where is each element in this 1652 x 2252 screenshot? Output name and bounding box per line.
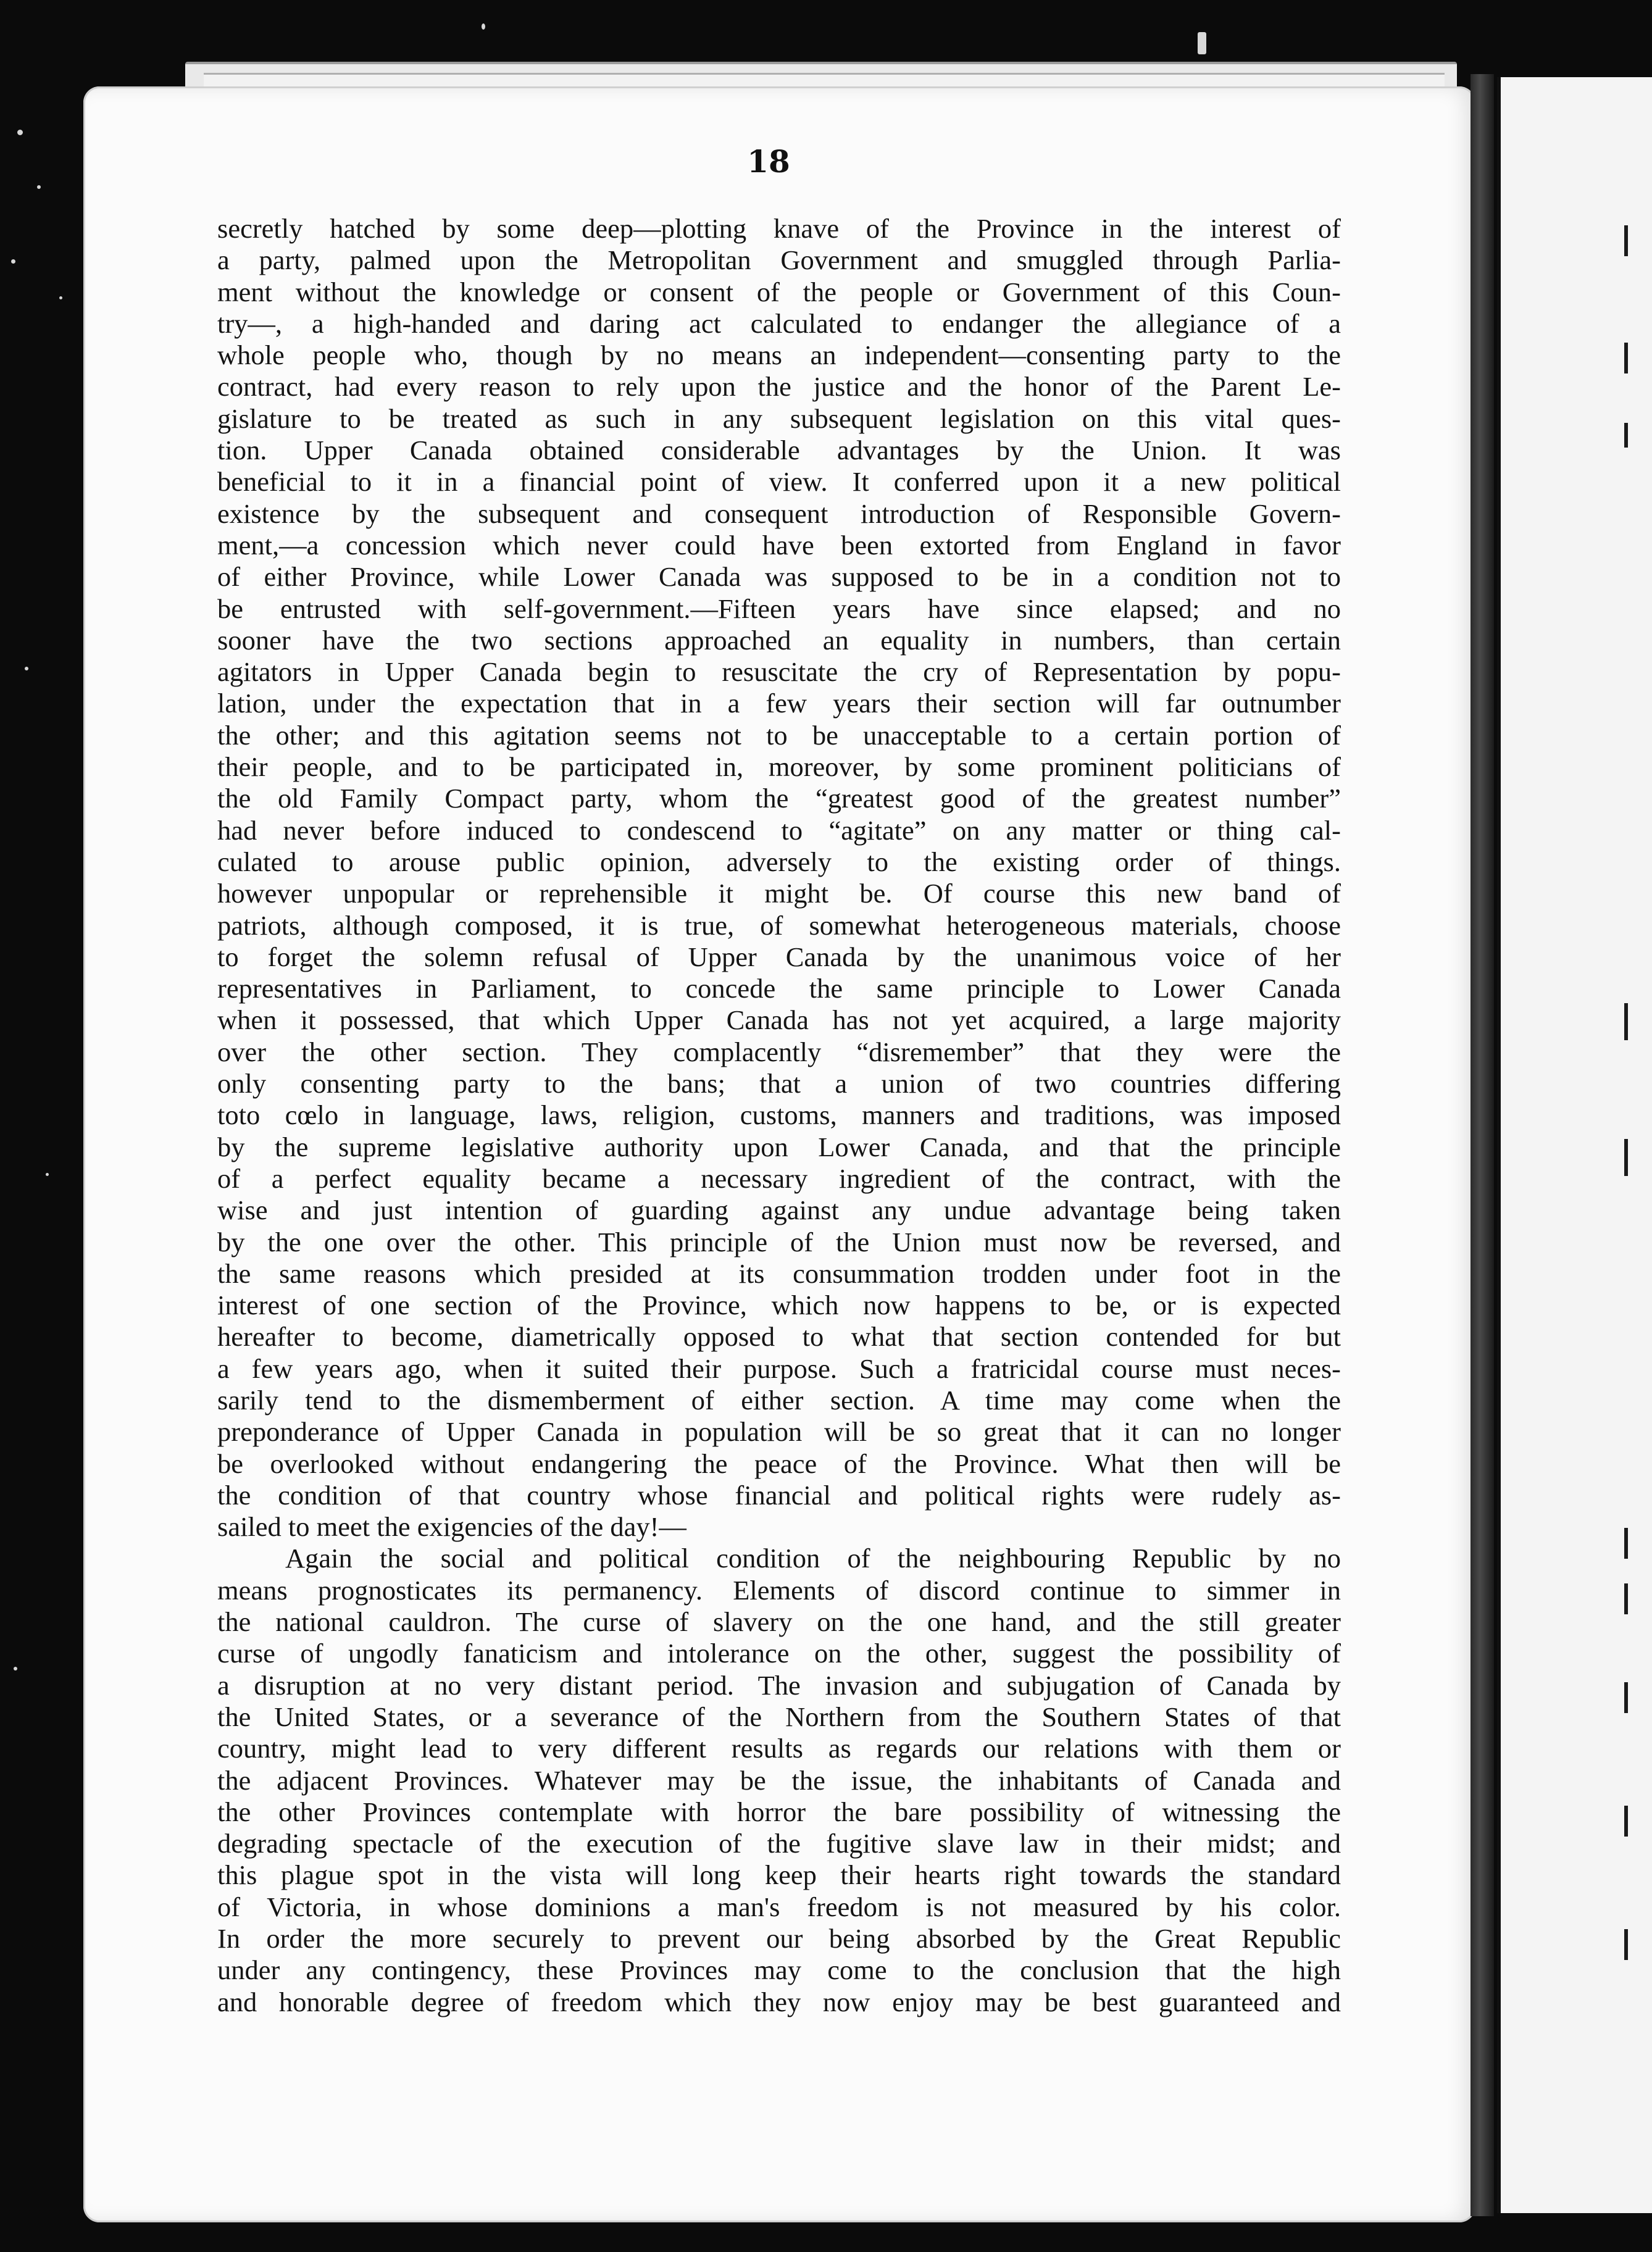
text-line: country, might lead to very different results as regards our relations with them or xyxy=(217,1733,1341,1764)
text-line: over the other section. They complacently “disremember” that they were the xyxy=(217,1036,1341,1067)
facing-page-mark xyxy=(1624,343,1628,373)
text-line: a disruption at no very distant period. The invasion and subjugation of Canada by xyxy=(217,1669,1341,1701)
scan-speck xyxy=(17,130,23,135)
text-line: representatives in Parliament, to concede the same principle to Lower Canada xyxy=(217,973,1341,1004)
text-line: under any contingency, these Provinces may come to the conclusion that the high xyxy=(217,1954,1341,1986)
facing-page-mark xyxy=(1624,1583,1628,1614)
text-line: hereafter to become, diametrically opposed to what that section contended for but xyxy=(217,1321,1341,1353)
facing-page-mark xyxy=(1624,225,1628,256)
text-line: means prognosticates its permanency. Elements of discord continue to simmer in xyxy=(217,1574,1341,1606)
text-body xyxy=(217,213,1341,2018)
text-line: by the supreme legislative authority upon Lower Canada, and that the principle xyxy=(217,1131,1341,1162)
text-line: preponderance of Upper Canada in population will be so great that it can no longer xyxy=(217,1416,1341,1448)
text-line: of Victoria, in whose dominions a man's freedom is not measured by his color. xyxy=(217,1891,1341,1922)
text-line: the other; and this agitation seems not to be unacceptable to a certain portion of xyxy=(217,719,1341,751)
text-line: only consenting party to the bans; that a union of two countries differing xyxy=(217,1068,1341,1099)
text-line: the condition of that country whose financial and political rights were rudely as- xyxy=(217,1479,1341,1511)
text-line: a party, palmed upon the Metropolitan Government and smuggled through Parlia- xyxy=(217,244,1341,276)
paragraph xyxy=(217,1543,1341,2017)
text-line: wise and just intention of guarding against any undue advantage being taken xyxy=(217,1195,1341,1226)
text-line: sarily tend to the dismemberment of either section. A time may come when the xyxy=(217,1384,1341,1416)
scan-speck xyxy=(1198,32,1206,54)
facing-page xyxy=(1497,77,1652,2213)
text-line: toto cœlo in language, laws, religion, customs, manners and traditions, was imposed xyxy=(217,1099,1341,1131)
facing-page-mark xyxy=(1624,1528,1628,1559)
text-line: tion. Upper Canada obtained considerable advantages by the Union. It was xyxy=(217,435,1341,466)
text-line: gislature to be treated as such in any subsequent legislation on this vital ques- xyxy=(217,402,1341,434)
scan-speck xyxy=(25,667,28,670)
text-line: to forget the solemn refusal of Upper Canada by the unanimous voice of her xyxy=(217,941,1341,972)
text-line: ment,—a concession which never could have been extorted from England in favor xyxy=(217,529,1341,561)
text-line: Again the social and political condition of the neighbouring Republic by no xyxy=(285,1543,1341,1574)
text-line: be overlooked without endangering the peace of the Province. What then will be xyxy=(217,1448,1341,1479)
text-line: In order the more securely to prevent our being absorbed by the Great Republic xyxy=(217,1923,1341,1954)
text-line: whole people who, though by no means an independent—consenting party to the xyxy=(217,340,1341,371)
text-line: the same reasons which presided at its consummation trodden under foot in the xyxy=(217,1257,1341,1289)
scan-speck xyxy=(46,1173,49,1176)
book-binding-shadow xyxy=(1471,74,1494,2216)
text-line: agitators in Upper Canada begin to resuscitate the cry of Representation by popu- xyxy=(217,656,1341,688)
scan-speck xyxy=(37,185,41,189)
facing-page-mark xyxy=(1624,1139,1628,1176)
text-line: sooner have the two sections approached an equality in numbers, than certain xyxy=(217,624,1341,656)
text-line: the old Family Compact party, whom the “greatest good of the greatest number” xyxy=(217,783,1341,814)
text-line: secretly hatched by some deep—plotting knave of the Province in the interest of xyxy=(217,213,1341,244)
text-line: culated to arouse public opinion, adversely to the existing order of things. xyxy=(217,846,1341,877)
text-line: however unpopular or reprehensible it might be. Of course this new band of xyxy=(217,878,1341,909)
facing-page-mark xyxy=(1624,423,1628,448)
text-line: when it possessed, that which Upper Canada has not yet acquired, a large majority xyxy=(217,1004,1341,1036)
text-line: beneficial to it in a financial point of view. It conferred upon it a new political xyxy=(217,466,1341,498)
scan-speck xyxy=(11,259,15,264)
text-line: the adjacent Provinces. Whatever may be the issue, the inhabitants of Canada and xyxy=(217,1764,1341,1796)
text-line: the other Provinces contemplate with horror the bare possibility of witnessing the xyxy=(217,1796,1341,1827)
text-line: and honorable degree of freedom which they now enjoy may be best guaranteed and xyxy=(217,1986,1341,2017)
scan-speck xyxy=(59,296,62,299)
text-line: their people, and to be participated in, moreover, by some prominent politicians of xyxy=(217,751,1341,783)
text-line: interest of one section of the Province, which now happens to be, or is expected xyxy=(217,1290,1341,1321)
scan-speck xyxy=(482,23,485,30)
text-line: had never before induced to condescend to “agitate” on any matter or thing cal- xyxy=(217,814,1341,846)
text-line: degrading spectacle of the execution of the fugitive slave law in their midst; and xyxy=(217,1828,1341,1859)
text-line: sailed to meet the exigencies of the day!— xyxy=(217,1511,686,1543)
text-line: by the one over the other. This principle of the Union must now be reversed, and xyxy=(217,1226,1341,1257)
text-line: patriots, although composed, it is true, of somewhat heterogeneous materials, choose xyxy=(217,909,1341,941)
text-line: lation, under the expectation that in a few years their section will far outnumber xyxy=(217,688,1341,719)
scan-speck xyxy=(14,1667,17,1670)
facing-page-mark xyxy=(1624,1682,1628,1713)
text-line: ment without the knowledge or consent of the people or Government of this Coun- xyxy=(217,276,1341,307)
text-line: contract, had every reason to rely upon the justice and the honor of the Parent Le- xyxy=(217,371,1341,402)
text-line: a few years ago, when it suited their purpose. Such a fratricidal course must neces- xyxy=(217,1353,1341,1384)
text-line: this plague spot in the vista will long keep their hearts right towards the standard xyxy=(217,1859,1341,1891)
page-number: 18 xyxy=(747,143,790,180)
facing-page-mark xyxy=(1624,1806,1628,1837)
facing-page-mark xyxy=(1624,1003,1628,1040)
text-line: curse of ungodly fanaticism and intolerance on the other, suggest the possibility of xyxy=(217,1638,1341,1669)
facing-page-mark xyxy=(1624,1929,1628,1960)
text-line: the national cauldron. The curse of slavery on the one hand, and the still greater xyxy=(217,1606,1341,1638)
text-line: the United States, or a severance of the Northern from the Southern States of that xyxy=(217,1701,1341,1732)
paragraph xyxy=(217,213,1341,1543)
text-line: be entrusted with self-government.—Fifteen years have since elapsed; and no xyxy=(217,593,1341,624)
text-line: of either Province, while Lower Canada was supposed to be in a condition not to xyxy=(217,561,1341,593)
text-line: of a perfect equality became a necessary ingredient of the contract, with the xyxy=(217,1162,1341,1194)
text-line: try—, a high-handed and daring act calculated to endanger the allegiance of a xyxy=(217,307,1341,339)
text-line: existence by the subsequent and consequent introduction of Responsible Govern- xyxy=(217,498,1341,529)
